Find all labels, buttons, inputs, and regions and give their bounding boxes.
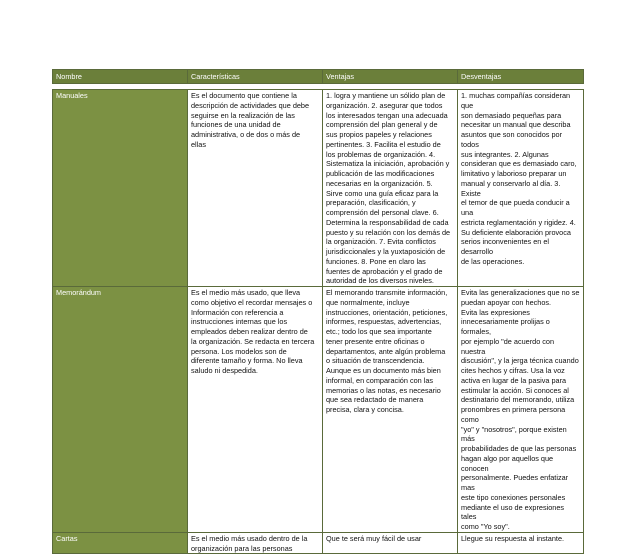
table-row bbox=[53, 287, 584, 533]
row-name: Manuales bbox=[53, 90, 188, 287]
row-desventajas: Llegue su respuesta al instante. bbox=[458, 532, 584, 554]
header-desventajas: Desventajas bbox=[458, 70, 584, 84]
table-row bbox=[53, 90, 584, 287]
row-caracteristicas: Es el documento que contiene la descripción de actividades que debe seguirse en la realización de las funciones de una unidad de administrativa, o de dos o más de ellas bbox=[188, 90, 323, 287]
row-ventajas: Que te será muy fácil de usar bbox=[323, 532, 458, 554]
row-caracteristicas: Es el medio más usado, que lleva como objetivo el recordar mensajes o Información con referencia a instrucciones internas que los empleados deben realizar dentro de la organización. Se redacta en tercera persona. Los modelos son de diferente tamaño y forma. No lleva saludo ni despedida. bbox=[188, 287, 323, 533]
row-name: Memorándum bbox=[53, 287, 188, 533]
header-caracteristicas: Características bbox=[188, 70, 323, 84]
row-desventajas: Evita las generalizaciones que no se puedan apoyar con hechos. Evita las expresiones innecesariamente prolijas o formales, por ejemplo "de acuerdo con nuestra discusión", y la jerga técnica cuando cites hechos y cifras. Usa la voz activa en lugar de la pasiva para estimular la acción. Si conoces al destinatario del memorando, utiliza pronombres en primera persona como "yo" y "nosotros", porque existen más probabilidades de que las personas hagan algo por aquellos que conocen personalmente. Puedes enfatizar mas este tipo conexiones personales mediante el uso de expresiones tales como "Yo soy". bbox=[458, 287, 584, 533]
row-ventajas: 1. logra y mantiene un sólido plan de organización. 2. asegurar que todos los interesados tengan una adecuada comprensión del plan general y de sus propios papeles y relaciones pertinentes. 3. Facilita el estudio de los problemas de organización. 4. Sistematiza la iniciación, aprobación y publicación de las modificaciones necesarias en la organización. 5. Sirve como una guía eficaz para la preparación, clasificación, y comprensión del personal clave. 6. Determina la responsabilidad de cada puesto y su relación con los demás de la organización. 7. Evita conflictos jurisdiccionales y la yuxtaposición de funciones. 8. Pone en claro las fuentes de aprobación y el grado de autoridad de los diversos niveles. bbox=[323, 90, 458, 287]
row-name: Cartas bbox=[53, 532, 188, 554]
table-header-row bbox=[53, 70, 584, 84]
header-ventajas: Ventajas bbox=[323, 70, 458, 84]
row-ventajas: El memorando transmite información, que normalmente, incluye instrucciones, orientación, peticiones, informes, respuestas, advertencias, etc.; todo los que sea importante tener presente entre oficinas o departamentos, ante algún problema o situación de transcendencia. Aunque es un documento más bien informal, en comparación con las memorias o las notas, es necesario que sea redactado de manera precisa, clara y concisa. bbox=[323, 287, 458, 533]
comparison-table bbox=[52, 69, 584, 554]
row-desventajas: 1. muchas compañías consideran que son demasiado pequeñas para necesitar un manual que describa asuntos que son conocidos por todos sus integrantes. 2. Algunas consideran que es demasiado caro, limitativo y laborioso preparar un manual y conservarlo al día. 3. Existe el temor de que pueda conducir a una estricta reglamentación y rigidez. 4. Su deficiente elaboración provoca serios inconvenientes en el desarrollo de las operaciones. bbox=[458, 90, 584, 287]
table-row bbox=[53, 532, 584, 554]
row-caracteristicas: Es el medio más usado dentro de la organización para las personas bbox=[188, 532, 323, 554]
header-nombre: Nombre bbox=[53, 70, 188, 84]
